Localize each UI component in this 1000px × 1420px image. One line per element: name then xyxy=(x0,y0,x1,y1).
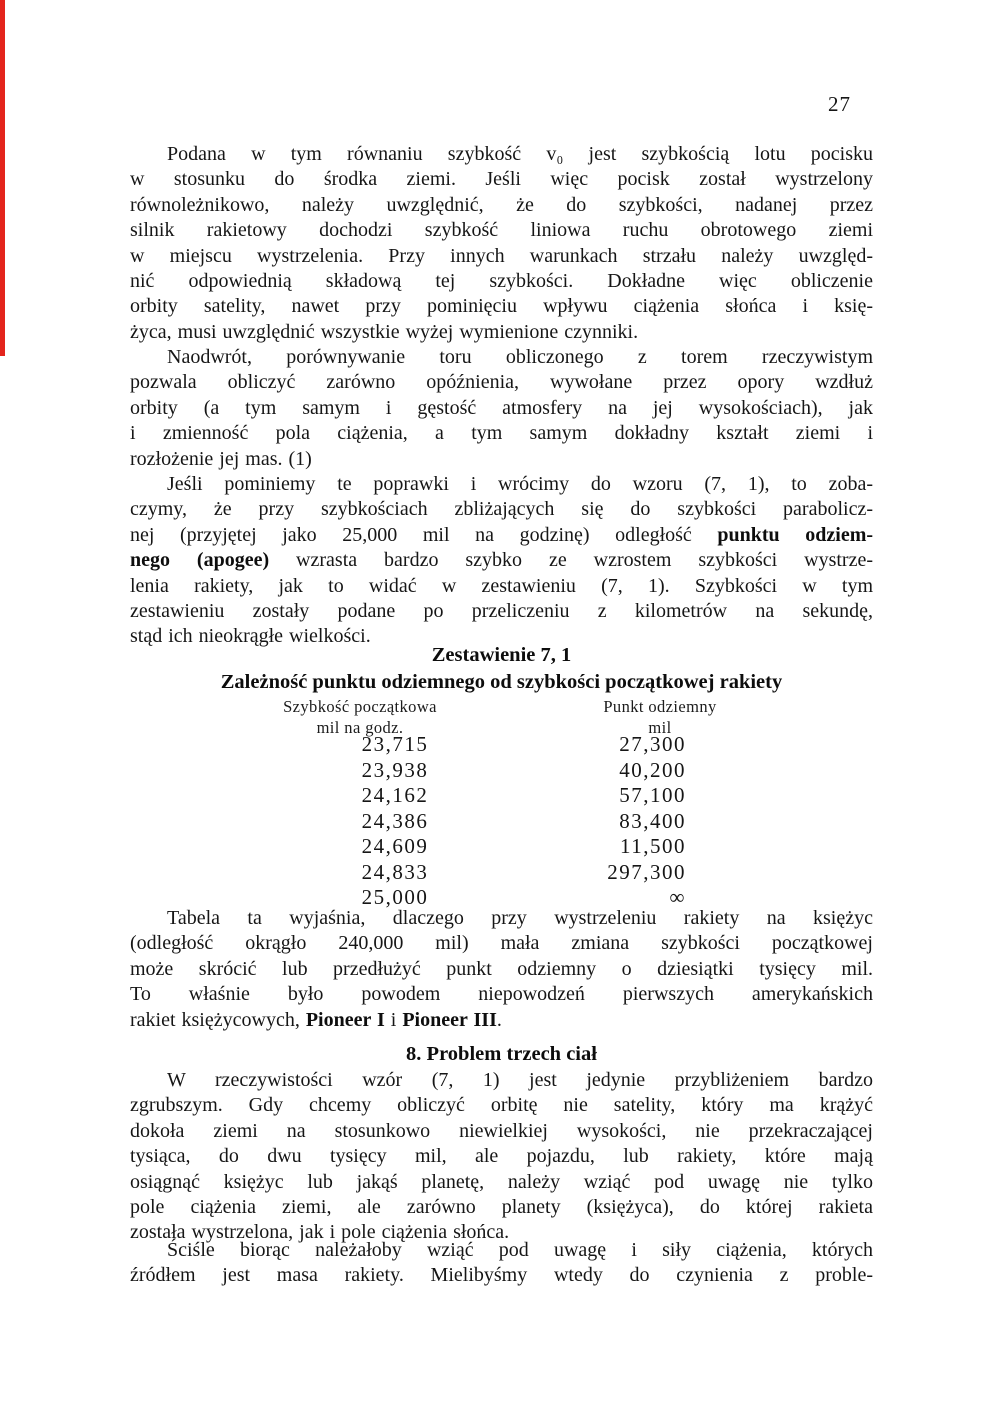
table-subtitle: Zależność punktu odziemnego od szybkości początkowej rakiety xyxy=(220,671,783,693)
text-line: dokoła ziemi na stosunkowo niewielkiej wysokości, nie przekraczającej xyxy=(130,1119,873,1142)
col1-header-line2: mil na godz. xyxy=(316,717,404,737)
text-line: orbity (a tym samym i gęstość atmosfery na jej wysokościach), jak xyxy=(130,396,873,419)
table-row xyxy=(130,758,873,784)
text-line: pozwala obliczyć zarówno opóźnienia, wywołane przez opory wzdłuż xyxy=(130,371,873,394)
text-line: zestawieniu zostały podane po przeliczeniu z kilometrów na sekundę, xyxy=(130,600,873,623)
text-line: może skrócić lub przedłużyć punkt odziemny o dziesiątki tysięcy mil. xyxy=(130,957,873,980)
text-line: W rzeczywistości wzór (7, 1) jest jedynie przybliżeniem bardzo xyxy=(167,1069,873,1091)
initial-speed-cell: 24,609 xyxy=(361,834,429,858)
red-margin-line xyxy=(0,0,5,356)
table-row xyxy=(130,834,873,860)
initial-speed-cell: 25,000 xyxy=(361,885,429,909)
text-line: Podana w tym równaniu szybkość v₀ jest szybkością lotu pocisku xyxy=(167,143,873,165)
table-row xyxy=(130,860,873,886)
text-line: pole ciążenia ziemi, ale zarówno planety (księżyca), do której rakieta xyxy=(130,1196,873,1219)
initial-speed-cell: 24,386 xyxy=(361,808,429,833)
apogee-distance-cell: 57,100 xyxy=(619,783,686,807)
text-line: silnik rakietowy dochodzi szybkość liniowa ruchu obrotowego ziemi xyxy=(130,219,873,242)
apogee-distance-cell: 297,300 xyxy=(607,859,686,884)
text-line: czymy, że przy szybkościach zbliżających się do szybkości parabolicz- xyxy=(130,498,873,521)
initial-speed-cell: 24,162 xyxy=(361,783,429,807)
paragraph-1 xyxy=(130,142,873,345)
text-line: tysiąca, do dwu tysięcy mil, ale pojazdu, lub rakiety, które mają xyxy=(130,1145,873,1168)
table-row xyxy=(130,809,873,835)
text-line: i zmienność pola ciążenia, a tym samym dokładny kształt ziemi i xyxy=(130,422,873,445)
apogee-distance-cell: ∞ xyxy=(669,885,686,909)
paragraph-3 xyxy=(130,472,873,650)
text-line: równoleżnikowo, należy uwzględnić, że do szybkości, nadanej przez xyxy=(130,193,873,216)
col1-header-line1: Szybkość początkowa xyxy=(283,697,437,716)
paragraph-4 xyxy=(130,906,873,1033)
col2-header-line2: mil xyxy=(648,717,672,737)
text-line: źródłem jest masa rakiety. Mielibyśmy wtedy do czynienia z proble- xyxy=(130,1264,873,1287)
text-line: rozłożenie jej mas. (1) xyxy=(130,447,312,470)
text-line: nić odpowiednią składową tej szybkości. Dokładne więc obliczenie xyxy=(130,270,873,293)
apogee-distance-cell: 40,200 xyxy=(619,757,686,782)
table-row xyxy=(130,783,873,809)
text-line: orbity satelity, nawet przy pominięciu wpływu ciążenia słońca i księ- xyxy=(130,295,873,318)
text-line: Naodwrót, porównywanie toru obliczonego z torem rzeczywistym xyxy=(167,346,873,368)
table-rows xyxy=(130,732,873,911)
text-line: nej (przyjętej jako 25,000 mil na godzinę) odległość punktu odziem- xyxy=(130,523,874,546)
initial-speed-cell: 24,833 xyxy=(361,859,429,884)
apogee-distance-cell: 11,500 xyxy=(620,834,686,858)
text-line: nego (apogee) wzrasta bardzo szybko ze wzrostem szybkości wystrze- xyxy=(130,549,873,572)
text-line: lenia rakiety, jak to widać w zestawieniu (7, 1). Szybkości w tym xyxy=(130,574,873,597)
text-line: w stosunku do środka ziemi. Jeśli więc pocisk został wystrzelony xyxy=(130,168,873,191)
text-line: To właśnie było powodem niepowodzeń pierwszych amerykańskich xyxy=(130,983,873,1006)
section-heading: 8. Problem trzech ciał xyxy=(406,1043,597,1065)
paragraph-6 xyxy=(130,1238,873,1289)
text-line: Tabela ta wyjaśnia, dlaczego przy wystrzeleniu rakiety na księżyc xyxy=(167,907,873,929)
text-line: w miejscu wystrzelenia. Przy innych warunkach strzału należy uwzględ- xyxy=(130,244,873,267)
text-line: osiągnąć księżyc lub jakąś planetę, należy wziąć pod uwagę nie tylko xyxy=(130,1170,873,1193)
apogee-distance-cell: 27,300 xyxy=(619,732,686,756)
table-title: Zestawienie 7, 1 xyxy=(431,644,572,666)
page-number: 27 xyxy=(828,92,851,116)
paragraph-2 xyxy=(130,345,873,472)
text-line: stąd ich nieokrągłe wielkości. xyxy=(130,625,371,648)
apogee-distance-cell: 83,400 xyxy=(619,808,686,833)
text-line: Jeśli pominiemy te poprawki i wrócimy do wzoru (7, 1), to zoba- xyxy=(167,473,873,495)
text-line: zgrubszym. Gdy chcemy obliczyć orbitę nie satelity, który ma krążyć xyxy=(130,1094,873,1117)
text-line: (odległość okrągło 240,000 mil) mała zmiana szybkości początkowej xyxy=(130,932,873,955)
text-line: rakiet księżycowych, Pioneer I i Pioneer III. xyxy=(130,1008,502,1031)
text-line: została wystrzelona, jak i pole ciążenia słońca. xyxy=(130,1221,510,1244)
table-row xyxy=(130,732,873,758)
initial-speed-cell: 23,938 xyxy=(361,757,429,782)
initial-speed-cell: 23,715 xyxy=(361,732,429,756)
paragraph-5 xyxy=(130,1068,873,1246)
col2-header-line1: Punkt odziemny xyxy=(603,697,717,716)
text-line: Ściśle biorąc należałoby wziąć pod uwagę i siły ciążenia, których xyxy=(167,1239,873,1261)
text-line: życa, musi uwzględnić wszystkie wyżej wymienione czynniki. xyxy=(130,320,639,343)
